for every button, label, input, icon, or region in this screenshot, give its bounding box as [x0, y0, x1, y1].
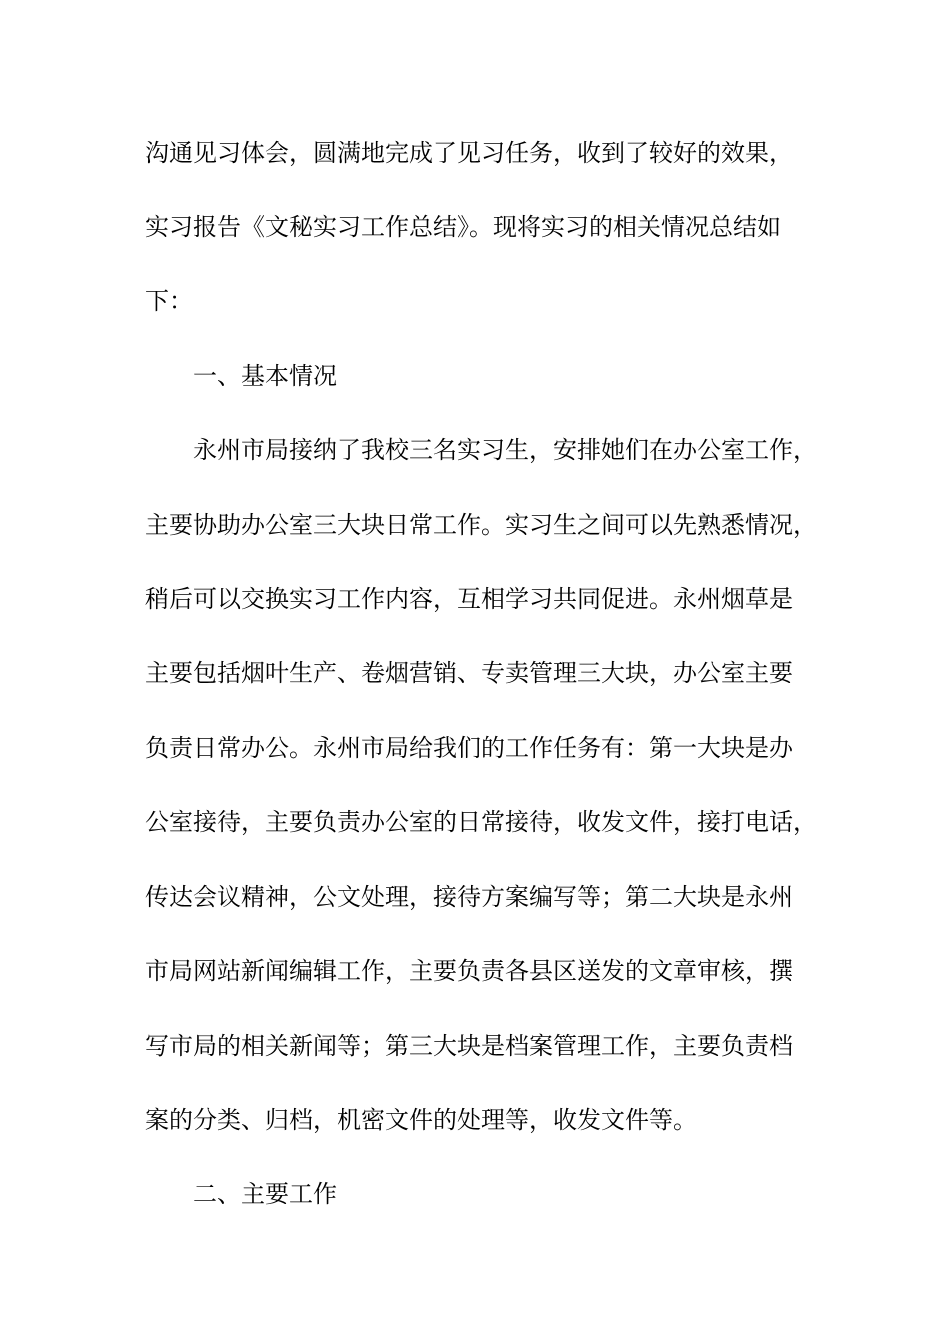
paragraph-line: 公室接待，主要负责办公室的日常接待，收发文件，接打电话， — [145, 808, 817, 836]
paragraph-line: 案的分类、归档，机密文件的处理等，收发文件等。 — [145, 1106, 697, 1134]
paragraph-line: 沟通见习体会，圆满地完成了见习任务，收到了较好的效果， — [145, 139, 793, 167]
paragraph-line: 下： — [145, 287, 193, 315]
section-heading-basic: 一、基本情况 — [193, 362, 337, 390]
paragraph-line: 主要协助办公室三大块日常工作。实习生之间可以先熟悉情况， — [145, 511, 817, 539]
paragraph-line: 市局网站新闻编辑工作，主要负责各县区送发的文章审核，撰 — [145, 957, 793, 985]
paragraph-line: 实习报告《文秘实习工作总结》。现将实习的相关情况总结如 — [145, 213, 781, 241]
paragraph-line: 写市局的相关新闻等；第三大块是档案管理工作，主要负责档 — [145, 1032, 793, 1060]
paragraph-line: 传达会议精神，公文处理，接待方案编写等；第二大块是永州 — [145, 883, 793, 911]
paragraph-line: 主要包括烟叶生产、卷烟营销、专卖管理三大块，办公室主要 — [145, 659, 793, 687]
section-heading-main-work: 二、主要工作 — [193, 1180, 337, 1208]
paragraph-line: 负责日常办公。永州市局给我们的工作任务有：第一大块是办 — [145, 734, 793, 762]
paragraph-line: 稍后可以交换实习工作内容，互相学习共同促进。永州烟草是 — [145, 585, 793, 613]
paragraph-line: 永州市局接纳了我校三名实习生，安排她们在办公室工作， — [193, 436, 817, 464]
